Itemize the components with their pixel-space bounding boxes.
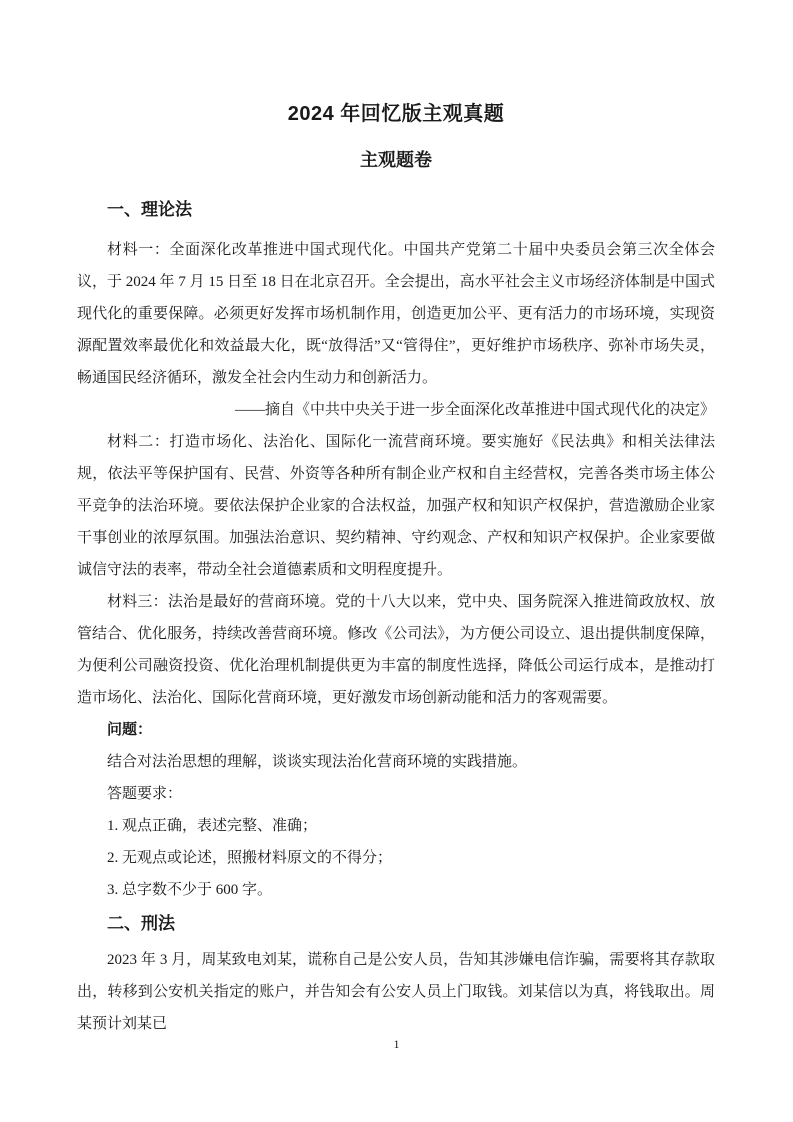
question-label: 问题：: [107, 721, 153, 738]
requirement-item-1: 1. 观点正确，表述完整、准确；: [107, 818, 318, 834]
material-three-paragraph: 材料三：法治是最好的营商环境。党的十八大以来，党中央、国务院深入推进简政放权、放管结合、优化服务，持续改善营商环境。修改《公司法》，为方便公司设立、退出提供制度保障，为便利公司融资投资、优化治理机制提供更为丰富的制度性选择，降低公司运行成本，是推动打造市场化、法治化、国际化营商环境，更好激发市场创新动能和活力的客观需要。: [77, 594, 715, 706]
document-content: [77, 0, 715, 1040]
answer-requirements-label: 答题要求：: [107, 786, 183, 802]
criminal-case-paragraph: 2023 年 3 月，周某致电刘某，谎称自己是公安人员，告知其涉嫌电信诈骗，需要将其存款取出，转移到公安机关指定的账户，并告知会有公安人员上门取钱。刘某信以为真，将钱取出。周某预计刘某已: [77, 952, 715, 1032]
requirement-item-3: 3. 总字数不少于 600 字。: [107, 882, 273, 898]
material-two-paragraph: 材料二：打造市场化、法治化、国际化一流营商环境。要实施好《民法典》和相关法律法规，依法平等保护国有、民营、外资等各种所有制企业产权和自主经营权，完善各类市场主体公平竞争的法治环境。要依法保护企业家的合法权益，加强产权和知识产权保护，营造激励企业家干事创业的浓厚氛围。加强法治意识、契约精神、守约观念、产权和知识产权保护。企业家要做诚信守法的表率，带动全社会道德素质和文明程度提升。: [77, 434, 715, 578]
document-title: 2024 年回忆版主观真题: [287, 103, 505, 125]
requirement-item-2: 2. 无观点或论述，照搬材料原文的不得分；: [107, 850, 393, 866]
material-one-paragraph: 材料一：全面深化改革推进中国式现代化。中国共产党第二十届中央委员会第三次全体会议，于 2024 年 7 月 15 日至 18 日在北京召开。全会提出，高水平社会主义市场经济体制是中国式现代化的重要保障。必须更好发挥市场机制作用，创造更加公平、更有活力的市场环境，实现资源配置效率最优化和效益最大化，既“放得活”又“管得住”，更好维护市场秩序、弥补市场失灵，畅通国民经济循环，激发全社会内生动力和创新活力。: [77, 242, 715, 386]
section-heading-theory: 一、理论法: [107, 200, 192, 219]
section-heading-criminal: 二、刑法: [107, 914, 175, 933]
question-text: 结合对法治思想的理解，谈谈实现法治化营商环境的实践措施。: [107, 754, 528, 770]
page-number: 1: [393, 1037, 400, 1051]
quote-attribution: ——摘自《中共中央关于进一步全面深化改革推进中国式现代化的决定》: [234, 402, 715, 418]
document-subtitle: 主观题卷: [360, 150, 432, 170]
